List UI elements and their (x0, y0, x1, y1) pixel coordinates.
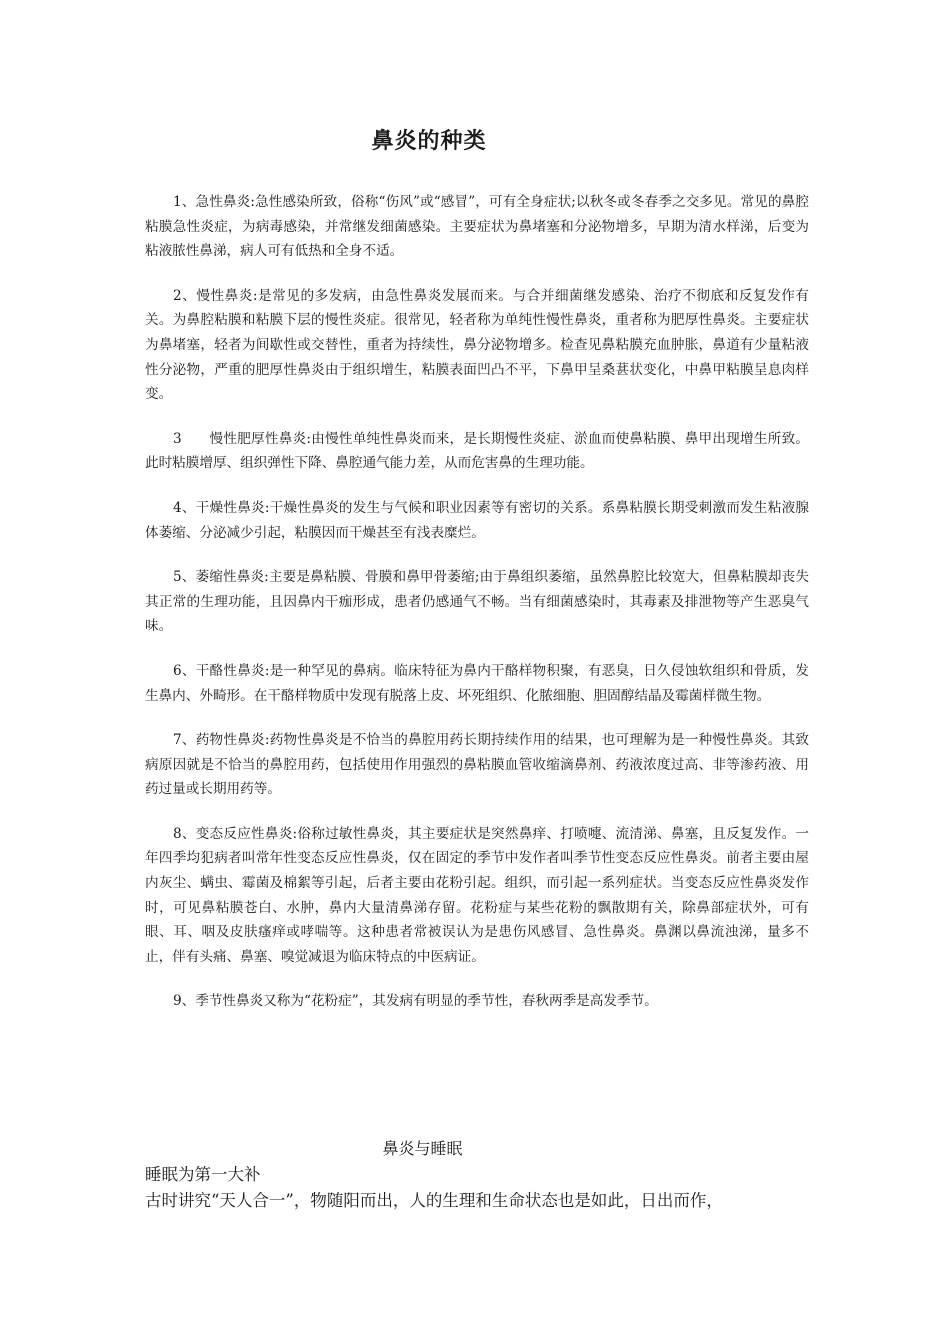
document-body (145, 190, 809, 1034)
paragraph-chronic-rhinitis: 2、慢性鼻炎:是常见的多发病，由急性鼻炎发展而来。与合并细菌继发感染、治疗不彻底和反复发作有关。为鼻腔粘膜和粘膜下层的慢性炎症。很常见，轻者称为单纯性慢性鼻炎，重者称为肥厚性鼻炎。主要症状为鼻堵塞，轻者为间歇性或交替性，重者为持续性，鼻分泌物增多。检查见鼻粘膜充血肿胀，鼻道有少量粘液性分泌物，严重的肥厚性鼻炎由于组织增生，粘膜表面凹凸不平，下鼻甲呈桑葚状变化，中鼻甲粘膜呈息肉样变。 (145, 287, 809, 403)
paragraph-atrophic-rhinitis: 5、萎缩性鼻炎:主要是鼻粘膜、骨膜和鼻甲骨萎缩;由于鼻组织萎缩，虽然鼻腔比较宽大，但鼻粘膜却丧失其正常的生理功能，且因鼻内干痂形成，患者仍感通气不畅。当有细菌感染时，其毒素及排泄物等产生恶臭气味。 (145, 569, 809, 635)
paragraph-caseous-rhinitis: 6、干酪性鼻炎:是一种罕见的鼻病。临床特征为鼻内干酪样物积聚，有恶臭，日久侵蚀软组织和骨质，发生鼻内、外畸形。在干酪样物质中发现有脱落上皮、坏死组织、化脓细胞、胆固醇结晶及霉菌样微生物。 (145, 662, 809, 704)
paragraph-allergic-rhinitis: 8、变态反应性鼻炎:俗称过敏性鼻炎，其主要症状是突然鼻痒、打喷嚏、流清涕、鼻塞，且反复发作。一年四季均犯病者叫常年性变态反应性鼻炎，仅在固定的季节中发作者叫季节性变态反应性鼻炎。前者主要由屋内灰尘、螨虫、霉菌及棉絮等引起，后者主要由花粉引起。组织，而引起一系列症状。当变态反应性鼻炎发作时，可见鼻粘膜苍白、水肿，鼻内大量清鼻涕存留。花粉症与某些花粉的飘散期有关，除鼻部症状外，可有眼、耳、咽及皮肤瘙痒或哮喘等。这种患者常被误认为是患伤风感冒、急性鼻炎。鼻渊以鼻流浊涕，量多不止，伴有头痛、鼻塞、嗅觉减退为临床特点的中医病证。 (145, 825, 809, 965)
paragraph-drug-rhinitis: 7、药物性鼻炎:药物性鼻炎是不恰当的鼻腔用药长期持续作用的结果，也可理解为是一种慢性鼻炎。其致病原因就是不恰当的鼻腔用药，包括使用作用强烈的鼻粘膜血管收缩滴鼻剂、药液浓度过高、非等渗药液、用药过量或长期用药等。 (145, 732, 809, 798)
section-subtitle: 鼻炎与睡眠 (382, 1139, 463, 1158)
paragraph-acute-rhinitis: 1、急性鼻炎:急性感染所致，俗称“伤风”或“感冒”，可有全身症状;以秋冬或冬春季之交多见。常见的鼻腔粘膜急性炎症，为病毒感染，并常继发细菌感染。主要症状为鼻堵塞和分泌物增多，早期为清水样涕，后变为粘液脓性鼻涕，病人可有低热和全身不适。 (145, 194, 809, 260)
section-heading: 睡眠为第一大补 (145, 1165, 261, 1184)
paragraph-seasonal-rhinitis: 9、季节性鼻炎又称为“花粉症”，其发病有明显的季节性，春秋两季是高发季节。 (173, 993, 658, 1010)
document-title: 鼻炎的种类 (371, 128, 487, 154)
section-text: 古时讲究“天人合一”，物随阳而出，人的生理和生命状态也是如此，日出而作， (145, 1191, 723, 1210)
paragraph-hypertrophic-rhinitis: 3 慢性肥厚性鼻炎:由慢性单纯性鼻炎而来，是长期慢性炎症、淤血而使鼻粘膜、鼻甲出现增生所致。此时粘膜增厚、组织弹性下降、鼻腔通气能力差，从而危害鼻的生理功能。 (145, 430, 809, 472)
paragraph-dry-rhinitis: 4、干燥性鼻炎:干燥性鼻炎的发生与气候和职业因素等有密切的关系。系鼻粘膜长期受刺激而发生粘液腺体萎缩、分泌减少引起，粘膜因而干燥甚至有浅表糜烂。 (145, 499, 809, 541)
